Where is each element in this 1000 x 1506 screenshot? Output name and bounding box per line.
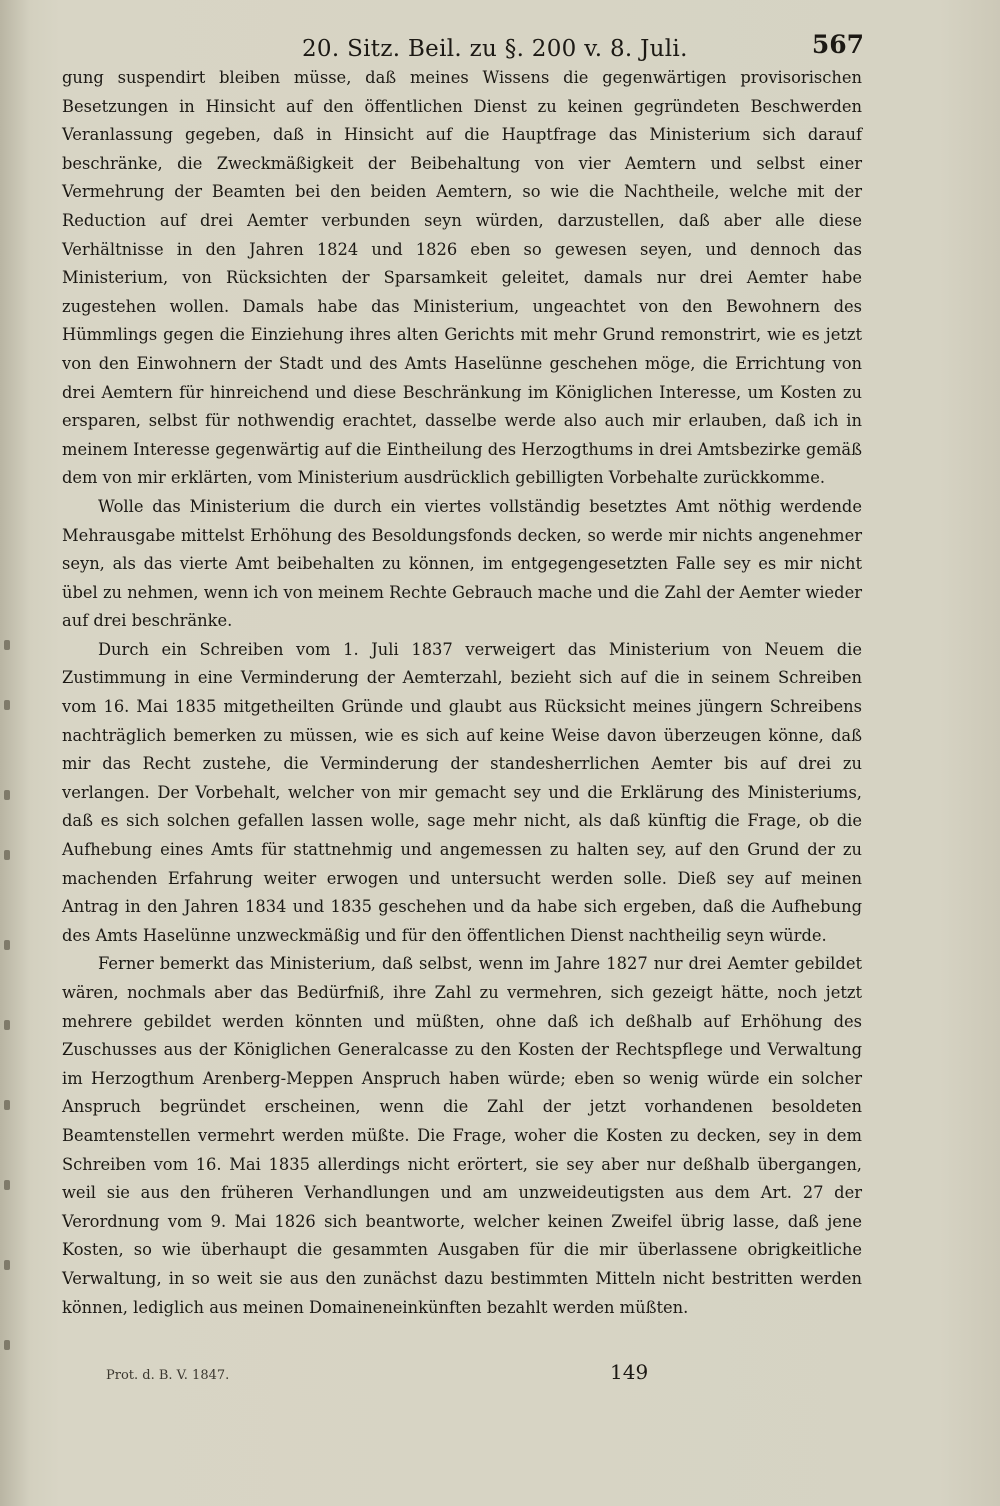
binding-mark [4,1340,10,1350]
page-header [62,26,862,62]
binding-mark [4,640,10,650]
binding-mark [4,1180,10,1190]
page-footer [100,1356,860,1386]
running-head: 20. Sitz. Beil. zu §. 200 v. 8. Juli. [302,36,688,62]
paragraph: Wolle das Ministerium die durch ein viertes vollständig besetztes Amt nöthig werdende Mehrausgabe mittelst Erhöhung des Besoldungsfonds decken, so werde mir nichts angenehmer seyn, als das vierte Amt beibehalten zu können, im entgegengesetzten Falle sey es mir nicht übel zu nehmen, wenn ich von meinem Rechte Gebrauch mache und die Zahl der Aemter wieder auf drei beschränke. [62,496,862,631]
paragraph: Ferner bemerkt das Ministerium, daß selbst, wenn im Jahre 1827 nur drei Aemter gebildet wären, nochmals aber das Bedürfniß, ihre Zahl zu vermehren, sich gezeigt hätte, noch jetzt mehrere gebildet werden könnten und müßten, ohne daß ich deßhalb auf Erhöhung des Zuschusses aus der Königlichen Generalcasse zu den Kosten der Rechtspflege und Verwaltung im Herzogthum Arenberg-Meppen Anspruch haben würde; eben so wenig würde ein solcher Anspruch begründet erscheinen, wenn die Zahl der jetzt vorhandenen besoldeten Beamtenstellen vermehrt werden müßte. Die Frage, woher die Kosten zu decken, sey in dem Schreiben vom 16. Mai 1835 allerdings nicht erörtert, sie sey aber nur deßhalb übergangen, weil sie aus den früheren Verhandlungen und am unzweideutigsten aus dem Art. 27 der Verordnung vom 9. Mai 1826 sich beantworte, welcher keinen Zweifel übrig lasse, daß jene Kosten, so wie überhaupt die gesammten Ausgaben für die mir überlassene obrigkeitliche Verwaltung, in so weit sie aus den zunächst dazu bestimmten Mitteln nicht bestritten werden können, lediglich aus meinen Domaineneinkünften bezahlt werden müßten. [62,954,862,1317]
paragraph: Durch ein Schreiben vom 1. Juli 1837 verweigert das Ministerium von Neuem die Zustimmung in eine Verminderung der Aemterzahl, bezieht sich auf die in seinem Schreiben vom 16. Mai 1835 mitgetheilten Gründe und glaubt aus Rücksicht meines jüngern Schreibens nachträglich bemerken zu müssen, wie es sich auf keine Weise davon überzeugen könne, daß mir das Recht zustehe, die Verminderung der standesherrlichen Aemter bis auf drei zu verlangen. Der Vorbehalt, welcher von mir gemacht sey und die Erklärung des Ministeriums, daß es sich solchen gefallen lassen wolle, sage mehr nicht, als daß künftig die Frage, ob die Aufhebung eines Amts für stattnehmig und angemessen zu halten sey, auf den Grund der zu machenden Erfahrung weiter erwogen und untersucht werden solle. Dieß sey auf meinen Antrag in den Jahren 1834 und 1835 geschehen und da habe sich ergeben, daß die Aufhebung des Amts Haselünne unzweckmäßig und für den öffentlichen Dienst nachtheilig seyn würde. [62,639,862,945]
sheet-number: 149 [610,1360,649,1384]
binding-mark [4,940,10,950]
binding-mark [4,850,10,860]
binding-mark [4,700,10,710]
body-text [62,64,862,1322]
binding-mark [4,790,10,800]
page-number: 567 [811,30,864,59]
paragraph: gung suspendirt bleiben müsse, daß meines Wissens die gegenwärtigen provisorischen Besetzungen in Hinsicht auf den öffentlichen Dienst zu keinen gegründeten Beschwerden Veranlassung gegeben, daß in Hinsicht auf die Hauptfrage das Ministerium sich darauf beschränke, die Zweckmäßigkeit der Beibehaltung von vier Aemtern und selbst einer Vermehrung der Beamten bei den beiden Aemtern, so wie die Nachtheile, welche mit der Reduction auf drei Aemter verbunden seyn würden, darzustellen, daß aber alle diese Verhältnisse in den Jahren 1824 und 1826 eben so gewesen seyen, und dennoch das Ministerium, von Rücksichten der Sparsamkeit geleitet, damals nur drei Aemter habe zugestehen wollen. Damals habe das Ministerium, ungeachtet von den Bewohnern des Hümmlings gegen die Einziehung ihres alten Gerichts mit mehr Grund remonstrirt, wie es jetzt von den Einwohnern der Stadt und des Amts Haselünne geschehen möge, die Errichtung von drei Aemtern für hinreichend und diese Beschränkung im Königlichen Interesse, um Kosten zu ersparen, selbst für nothwendig erachtet, dasselbe werde also auch mir erlauben, daß ich in meinem Interesse gegenwärtig auf die Eintheilung des Herzogthums in drei Amtsbezirke gemäß dem von mir erklärten, vom Ministerium ausdrücklich gebilligten Vorbehalte zurückkomme. [62,68,862,488]
sheet-signature: Prot. d. B. V. 1847. [106,1368,230,1383]
binding-mark [4,1100,10,1110]
binding-mark [4,1260,10,1270]
binding-edge-marks [0,640,20,1400]
binding-mark [4,1020,10,1030]
